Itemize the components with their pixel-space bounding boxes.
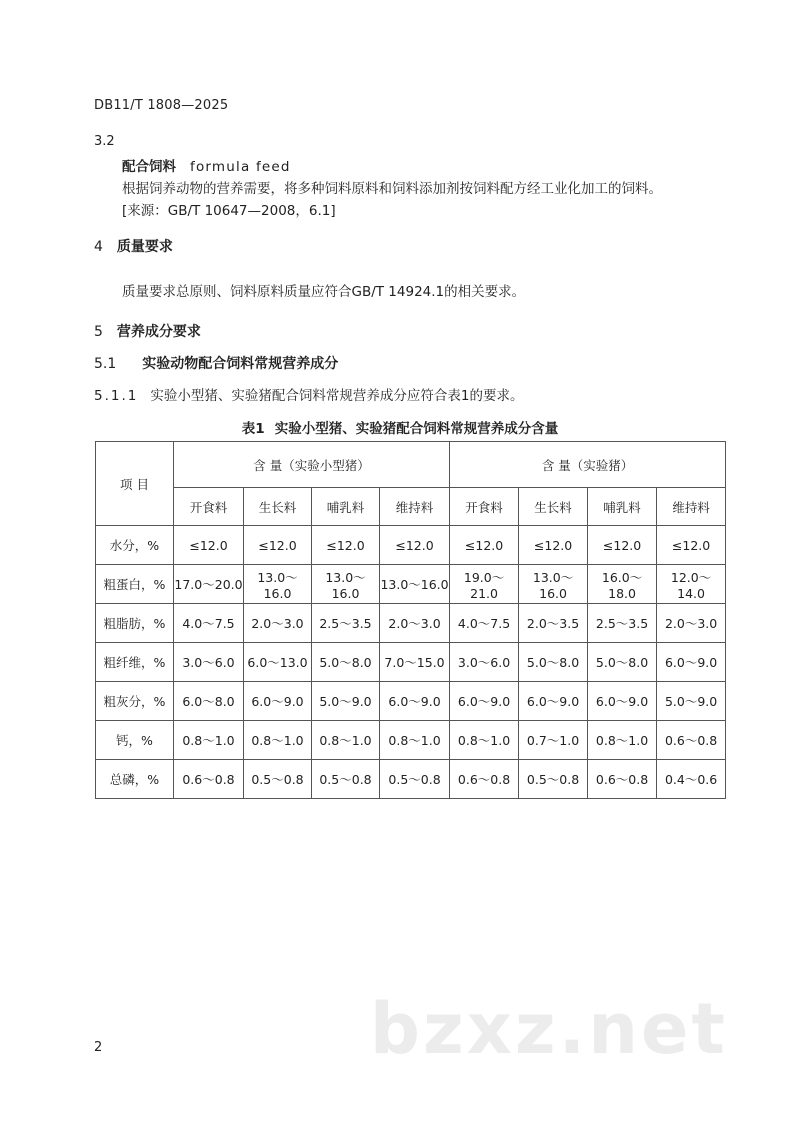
table-cell: 0.8～1.0 — [312, 721, 380, 760]
table-cell: 0.5～0.8 — [519, 760, 588, 799]
table-cell: 5.0～8.0 — [588, 643, 657, 682]
table-header-row — [96, 442, 726, 488]
table-row — [96, 604, 726, 643]
table-cell: ≤12.0 — [588, 526, 657, 565]
table-cell: 5.0～9.0 — [312, 682, 380, 721]
table-cell: 2.5～3.5 — [588, 604, 657, 643]
table-cell: 6.0～9.0 — [244, 682, 312, 721]
table-cell: 12.0～14.0 — [657, 565, 726, 604]
document-code: DB11/T 1808—2025 — [94, 98, 229, 113]
table-cell: ≤12.0 — [657, 526, 726, 565]
table-cell: 6.0～9.0 — [519, 682, 588, 721]
section-number: 4 — [94, 239, 103, 255]
section-title: 质量要求 — [116, 239, 173, 255]
table-cell: 13.0～16.0 — [244, 565, 312, 604]
table-cell: 0.5～0.8 — [244, 760, 312, 799]
group-header-mini-pig: 含 量（实验小型猪） — [174, 442, 450, 488]
table-row — [96, 526, 726, 565]
table-cell: 2.0～3.0 — [657, 604, 726, 643]
table-row — [96, 565, 726, 604]
table-cell: 6.0～8.0 — [174, 682, 244, 721]
clause-number: 5.1.1 — [94, 388, 139, 404]
table-cell: 0.8～1.0 — [450, 721, 519, 760]
subheader-cell: 维持料 — [657, 488, 726, 526]
row-label: 水分，% — [96, 526, 174, 565]
section-number: 5 — [94, 324, 103, 340]
clause-number: 3.2 — [94, 134, 115, 149]
table-cell: ≤12.0 — [450, 526, 519, 565]
table-cell: 13.0～16.0 — [519, 565, 588, 604]
table-cell: 4.0～7.5 — [174, 604, 244, 643]
term-chinese: 配合饲料 — [122, 159, 176, 175]
table-cell: 6.0～9.0 — [450, 682, 519, 721]
row-label: 粗灰分，% — [96, 682, 174, 721]
table-cell: 6.0～13.0 — [244, 643, 312, 682]
table-cell: 0.7～1.0 — [519, 721, 588, 760]
term-english: formula feed — [190, 159, 291, 175]
table-row — [96, 721, 726, 760]
table-cell: 6.0～9.0 — [588, 682, 657, 721]
section-title: 实验动物配合饲料常规营养成分 — [142, 356, 339, 372]
watermark: bzxz.net — [369, 988, 728, 1070]
subheader-cell: 哺乳料 — [588, 488, 657, 526]
subheader-cell: 维持料 — [380, 488, 450, 526]
table-cell: 5.0～8.0 — [312, 643, 380, 682]
term-line — [122, 155, 291, 175]
group-header-pig: 含 量（实验猪） — [450, 442, 726, 488]
table-cell: 0.5～0.8 — [380, 760, 450, 799]
item-header: 项 目 — [96, 442, 174, 526]
table-number: 表1 — [241, 421, 265, 437]
table-cell: 2.0～3.0 — [244, 604, 312, 643]
subheader-cell: 生长料 — [244, 488, 312, 526]
table-cell: 0.8～1.0 — [588, 721, 657, 760]
table-cell: ≤12.0 — [174, 526, 244, 565]
row-label: 粗蛋白，% — [96, 565, 174, 604]
term-source: [来源：GB/T 10647—2008，6.1] — [122, 203, 336, 219]
table-cell: ≤12.0 — [312, 526, 380, 565]
term-definition: 根据饲养动物的营养需要，将多种饲料原料和饲料添加剂按饲料配方经工业化加工的饲料。 — [122, 181, 662, 197]
subheader-cell: 生长料 — [519, 488, 588, 526]
table-cell: 6.0～9.0 — [380, 682, 450, 721]
table-cell: 17.0～20.0 — [174, 565, 244, 604]
table-title: 实验小型猪、实验猪配合饲料常规营养成分含量 — [274, 421, 559, 437]
section-heading-5 — [94, 321, 201, 341]
table-cell: ≤12.0 — [519, 526, 588, 565]
subheader-cell: 开食料 — [174, 488, 244, 526]
table-cell: 7.0～15.0 — [380, 643, 450, 682]
table-cell: 13.0～16.0 — [312, 565, 380, 604]
row-label: 总磷，% — [96, 760, 174, 799]
table-cell: 0.6～0.8 — [588, 760, 657, 799]
section-heading-4 — [94, 236, 173, 256]
table-cell: 0.4～0.6 — [657, 760, 726, 799]
clause-text: 实验小型猪、实验猪配合饲料常规营养成分应符合表1的要求。 — [150, 388, 524, 404]
table-cell: 13.0～16.0 — [380, 565, 450, 604]
table-row — [96, 682, 726, 721]
section-title: 营养成分要求 — [116, 324, 201, 340]
section-heading-5-1 — [94, 353, 338, 373]
table-row — [96, 643, 726, 682]
table-row — [96, 760, 726, 799]
table-cell: 3.0～6.0 — [174, 643, 244, 682]
table-cell: 0.6～0.8 — [174, 760, 244, 799]
table-cell: 4.0～7.5 — [450, 604, 519, 643]
section-number: 5.1 — [94, 356, 117, 372]
page-number: 2 — [94, 1040, 103, 1055]
table-cell: 6.0～9.0 — [657, 643, 726, 682]
table-cell: 0.6～0.8 — [450, 760, 519, 799]
nutrition-table — [95, 441, 726, 799]
table-cell: 19.0～21.0 — [450, 565, 519, 604]
table-cell: ≤12.0 — [380, 526, 450, 565]
table-cell: 3.0～6.0 — [450, 643, 519, 682]
row-label: 粗纤维，% — [96, 643, 174, 682]
clause-5-1-1 — [94, 384, 523, 404]
subheader-cell: 开食料 — [450, 488, 519, 526]
table-cell: 16.0～18.0 — [588, 565, 657, 604]
table-cell: 0.8～1.0 — [380, 721, 450, 760]
table-cell: 0.5～0.8 — [312, 760, 380, 799]
table-subheader-row — [96, 488, 726, 526]
table-caption — [0, 417, 800, 437]
row-label: 粗脂肪，% — [96, 604, 174, 643]
table-cell: 2.0～3.5 — [519, 604, 588, 643]
table-cell: 2.5～3.5 — [312, 604, 380, 643]
table-cell: 2.0～3.0 — [380, 604, 450, 643]
row-label: 钙，% — [96, 721, 174, 760]
table-cell: 0.8～1.0 — [244, 721, 312, 760]
table-cell: 5.0～9.0 — [657, 682, 726, 721]
subheader-cell: 哺乳料 — [312, 488, 380, 526]
section-4-paragraph: 质量要求总原则、饲料原料质量应符合GB/T 14924.1的相关要求。 — [122, 284, 526, 300]
table-cell: 5.0～8.0 — [519, 643, 588, 682]
table-cell: 0.8～1.0 — [174, 721, 244, 760]
table-cell: ≤12.0 — [244, 526, 312, 565]
table-cell: 0.6～0.8 — [657, 721, 726, 760]
